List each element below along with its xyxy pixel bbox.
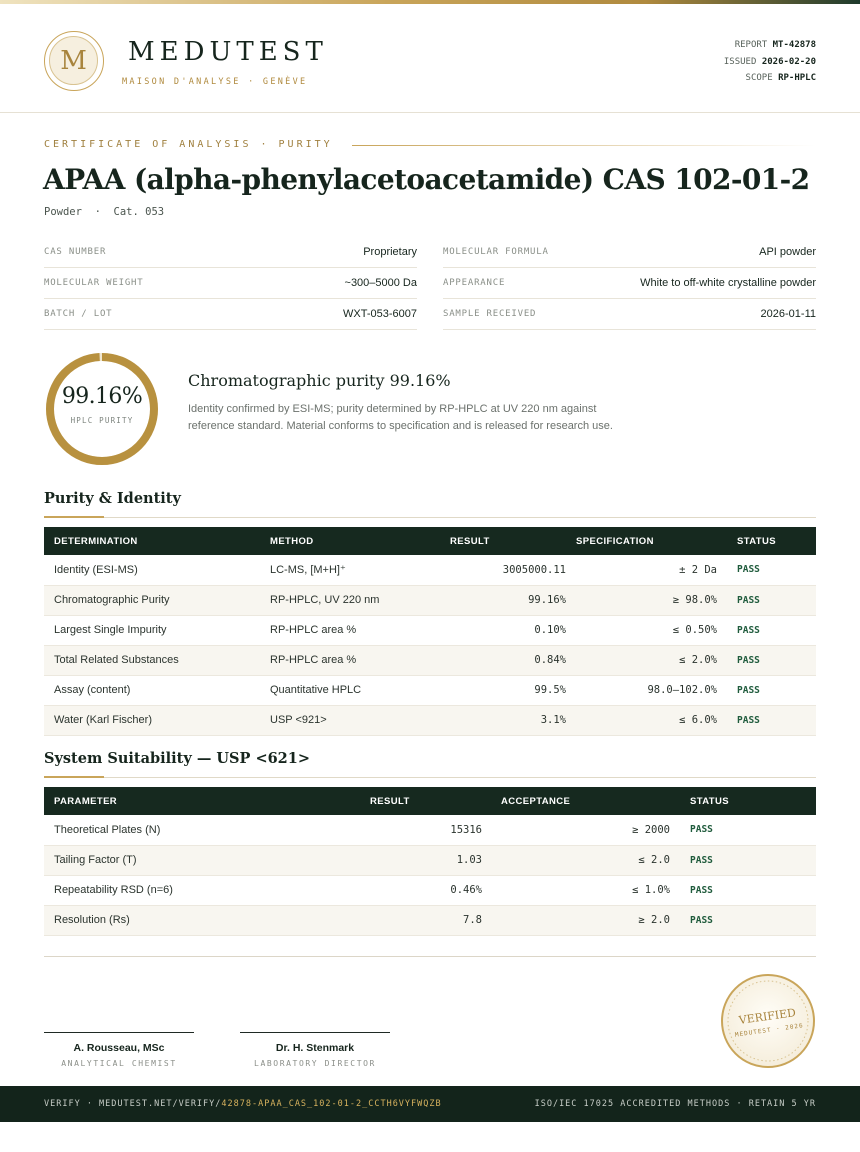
table-header-row (44, 787, 816, 815)
section-divider (44, 517, 816, 518)
signatory-name: Dr. H. Stenmark (275, 1042, 355, 1054)
verify-link[interactable] (44, 1099, 442, 1109)
result-cell: 15316 (316, 815, 492, 845)
status-badge: PASS (727, 615, 816, 645)
document-eyebrow: CERTIFICATE OF ANALYSIS · PURITY (44, 139, 333, 150)
column-header: METHOD (270, 535, 314, 547)
table-row (44, 585, 816, 615)
brand-logo (44, 31, 104, 91)
report-meta (724, 37, 816, 87)
status-badge: PASS (727, 645, 816, 675)
spec-row (443, 268, 816, 299)
spec-row (443, 237, 816, 268)
status-badge: PASS (680, 815, 816, 845)
result-cell: 0.10% (420, 615, 576, 645)
column-header: DETERMINATION (54, 535, 138, 547)
result-cell: 99.5% (420, 675, 576, 705)
determination-cell: Water (Karl Fischer) (44, 705, 260, 735)
purity-section-title: Purity & Identity (44, 490, 181, 507)
table-row (44, 815, 816, 845)
purity-gauge (44, 351, 160, 467)
method-cell: RP-HPLC area % (260, 615, 420, 645)
table-row (44, 645, 816, 675)
specs-left-column (44, 237, 417, 330)
specification-cell: ≤ 6.0% (576, 705, 727, 735)
spec-row (44, 268, 417, 299)
spec-value: ~300–5000 Da (344, 277, 417, 289)
section-accent (44, 776, 104, 778)
parameter-cell: Tailing Factor (T) (44, 845, 316, 875)
method-cell: USP <921> (260, 705, 420, 735)
column-header: RESULT (370, 795, 410, 807)
column-header: STATUS (690, 795, 729, 807)
spec-row (44, 237, 417, 268)
status-badge: PASS (680, 845, 816, 875)
column-header: STATUS (737, 535, 776, 547)
status-badge: PASS (727, 675, 816, 705)
result-cell: 99.16% (420, 585, 576, 615)
page-header (0, 4, 860, 113)
table-row (44, 615, 816, 645)
scope-value: RP-HPLC (778, 73, 816, 83)
report-number-line (724, 37, 816, 54)
purity-value: 99.16% (61, 384, 143, 409)
acceptance-cell: ≥ 2.0 (492, 905, 680, 935)
brand-tagline: MAISON D'ANALYSE · GENÈVE (122, 77, 308, 87)
spec-label: CAS NUMBER (44, 247, 107, 257)
signatory-role: LABORATORY DIRECTOR (254, 1059, 376, 1068)
acceptance-cell: ≥ 2000 (492, 815, 680, 845)
spec-label: MOLECULAR FORMULA (443, 247, 549, 257)
purity-heading: Chromatographic purity 99.16% (188, 371, 451, 390)
specification-cell: 98.0–102.0% (576, 675, 727, 705)
brand-name: MEDUTEST (128, 37, 328, 67)
signature-divider (44, 956, 816, 957)
table-row (44, 555, 816, 585)
seal-sub-text: MEDUTEST · 2026 (734, 1022, 805, 1039)
determination-cell: Identity (ESI-MS) (44, 555, 260, 585)
table-row (44, 705, 816, 735)
table-header-row (44, 527, 816, 555)
method-cell: LC-MS, [M+H]⁺ (260, 555, 420, 585)
page-subtitle: Powder · Cat. 053 (44, 206, 165, 218)
issued-label: ISSUED (723, 56, 757, 67)
accreditation-note: ISO/IEC 17025 ACCREDITED METHODS · RETAIN 5 YR (534, 1099, 816, 1109)
parameter-cell: Theoretical Plates (N) (44, 815, 316, 845)
section-accent (44, 516, 104, 518)
status-badge: PASS (727, 555, 816, 585)
determination-cell: Largest Single Impurity (44, 615, 260, 645)
verification-footer (0, 1086, 860, 1122)
purity-label: HPLC PURITY (70, 416, 134, 425)
spec-label: SAMPLE RECEIVED (443, 309, 537, 319)
signatory-name: A. Rousseau, MSc (73, 1042, 165, 1054)
scope-label: SCOPE (745, 73, 773, 83)
purity-gauge-fill (50, 357, 154, 461)
eyebrow-divider (352, 145, 816, 146)
specs-right-column (443, 237, 816, 330)
issued-date: 2026-02-20 (761, 56, 816, 67)
signature-analytical-chemist (44, 1032, 194, 1068)
verify-code: 42878-APAA_CAS_102-01-2_CCTH6VYFWQZB (221, 1099, 442, 1109)
report-label: REPORT (734, 40, 768, 50)
result-cell: 0.84% (420, 645, 576, 675)
page-title: APAA (alpha-phenylacetoacetamide) CAS 102-01-2 (43, 163, 810, 196)
specification-cell: ≤ 0.50% (576, 615, 727, 645)
section-divider (44, 777, 816, 778)
specification-cell: ≥ 98.0% (576, 585, 727, 615)
determination-cell: Total Related Substances (44, 645, 260, 675)
column-header: PARAMETER (54, 795, 118, 807)
method-cell: Quantitative HPLC (260, 675, 420, 705)
table-row (44, 905, 816, 935)
spec-value: API powder (759, 246, 816, 258)
status-badge: PASS (680, 905, 816, 935)
scope-line (724, 70, 816, 87)
spec-value: WXT-053-6007 (343, 308, 417, 320)
spec-value: 2026-01-11 (760, 308, 816, 320)
status-badge: PASS (680, 875, 816, 905)
verified-seal (720, 973, 816, 1069)
spec-value: Proprietary (363, 246, 417, 258)
spec-row (443, 299, 816, 330)
suitability-table (44, 787, 816, 936)
spec-value: White to off-white crystalline powder (640, 277, 816, 289)
determination-cell: Assay (content) (44, 675, 260, 705)
table-row (44, 845, 816, 875)
result-cell: 3.1% (420, 705, 576, 735)
spec-label: MOLECULAR WEIGHT (44, 278, 144, 288)
result-cell: 7.8 (316, 905, 492, 935)
suitability-section-title: System Suitability — USP <621> (44, 750, 311, 767)
issued-line (724, 54, 816, 71)
spec-row (44, 299, 417, 330)
parameter-cell: Repeatability RSD (n=6) (44, 875, 316, 905)
column-header: ACCEPTANCE (501, 795, 571, 807)
spec-label: APPEARANCE (443, 278, 506, 288)
status-badge: PASS (727, 705, 816, 735)
acceptance-cell: ≤ 2.0 (492, 845, 680, 875)
result-cell: 1.03 (316, 845, 492, 875)
method-cell: RP-HPLC area % (260, 645, 420, 675)
signature-laboratory-director (240, 1032, 390, 1068)
specification-cell: ± 2 Da (576, 555, 727, 585)
seal-main-text: VERIFIED (738, 1006, 797, 1027)
parameter-cell: Resolution (Rs) (44, 905, 316, 935)
verify-prefix: VERIFY · MEDUTEST.NET/VERIFY/ (44, 1099, 222, 1109)
determination-cell: Chromatographic Purity (44, 585, 260, 615)
column-header: SPECIFICATION (576, 535, 654, 547)
method-cell: RP-HPLC, UV 220 nm (260, 585, 420, 615)
table-row (44, 675, 816, 705)
purity-table (44, 527, 816, 736)
signatory-role: ANALYTICAL CHEMIST (61, 1059, 177, 1068)
spec-label: BATCH / LOT (44, 309, 113, 319)
brand-logo-letter: M (49, 36, 98, 85)
report-number: MT-42878 (772, 40, 816, 50)
result-cell: 3005000.11 (420, 555, 576, 585)
specification-cell: ≤ 2.0% (576, 645, 727, 675)
column-header: RESULT (450, 535, 490, 547)
acceptance-cell: ≤ 1.0% (492, 875, 680, 905)
status-badge: PASS (727, 585, 816, 615)
result-cell: 0.46% (316, 875, 492, 905)
table-row (44, 875, 816, 905)
purity-description: Identity confirmed by ESI-MS; purity determined by RP-HPLC at UV 220 nm against reference standard. Material conforms to specification and is released for research use. (188, 403, 613, 432)
